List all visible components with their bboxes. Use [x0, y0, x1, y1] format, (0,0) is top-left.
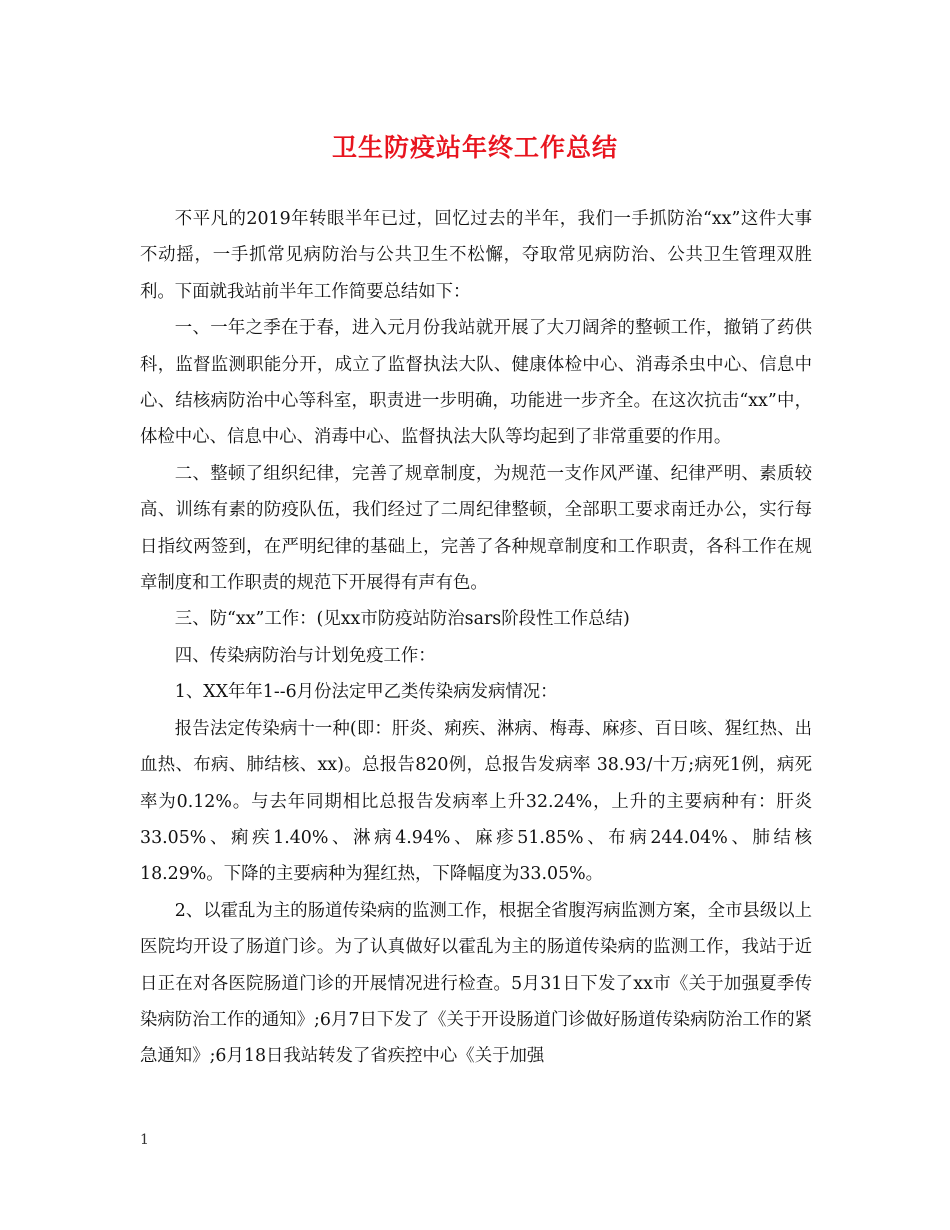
paragraph-section-3: 三、防“xx”工作：(见xx市防疫站防治sars阶段性工作总结)	[174, 609, 630, 630]
paragraph-section-4-heading: 四、传染病防治与计划免疫工作：	[174, 645, 436, 666]
paragraph-section-1: 一、一年之季在于春，进入元月份我站就开展了大刀阔斧的整顿工作，撤销了药供科，监督监测职能分开，成立了监督执法大队、健康体检中心、消毒杀虫中心、信息中心、结核病防治中心等科室，职责进一步明确，功能进一步齐全。在这次抗击“xx”中，体检中心、信息中心、消毒中心、监督执法大队等均起到了非常重要的作用。	[140, 318, 812, 448]
document-body	[140, 201, 812, 1075]
paragraph-subsection-2: 2、以霍乱为主的肠道传染病的监测工作，根据全省腹泻病监测方案，全市县级以上医院均开设了肠道门诊。为了认真做好以霍乱为主的肠道传染病的监测工作，我站于近日正在对各医院肠道门诊的开展情况进行检查。5月31日下发了xx市《关于加强夏季传染病防治工作的通知》;6月7日下发了《关于开设肠道门诊做好肠道传染病防治工作的紧急通知》;6月18日我站转发了省疾控中心《关于加强	[140, 900, 812, 1067]
paragraph-section-2: 二、整顿了组织纪律，完善了规章制度，为规范一支作风严谨、纪律严明、素质较高、训练有素的防疫队伍，我们经过了二周纪律整顿，全部职工要求南迁办公，实行每日指纹两签到，在严明纪律的基础上，完善了各种规章制度和工作职责，各科工作在规章制度和工作职责的规范下开展得有声有色。	[140, 463, 812, 594]
paragraph-intro: 不平凡的2019年转眼半年已过，回忆过去的半年，我们一手抓防治“xx”这件大事不动摇，一手抓常见病防治与公共卫生不松懈，夺取常见病防治、公共卫生管理双胜利。下面就我站前半年工作简要总结如下：	[140, 209, 812, 302]
page-number: 1	[140, 1132, 149, 1148]
paragraph-subsection-1-heading: 1、XX年年1--6月份法定甲乙类传染病发病情况：	[174, 682, 558, 703]
document-title: 卫生防疫站年终工作总结	[331, 133, 618, 162]
paragraph-disease-report: 报告法定传染病十一种(即：肝炎、痢疾、淋病、梅毒、麻疹、百日咳、猩红热、出血热、布病、肺结核、xx)。总报告820例，总报告发病率 38.93/十万;病死1例，病死率为0.12%。与去年同期相比总报告发病率上升32.24%，上升的主要病种有：肝炎33.05%、痢疾1.40%、淋病4.94%、麻疹51.85%、布病244.04%、肺结核18.29%。下降的主要病种为猩红热，下降幅度为33.05%。	[140, 718, 812, 885]
